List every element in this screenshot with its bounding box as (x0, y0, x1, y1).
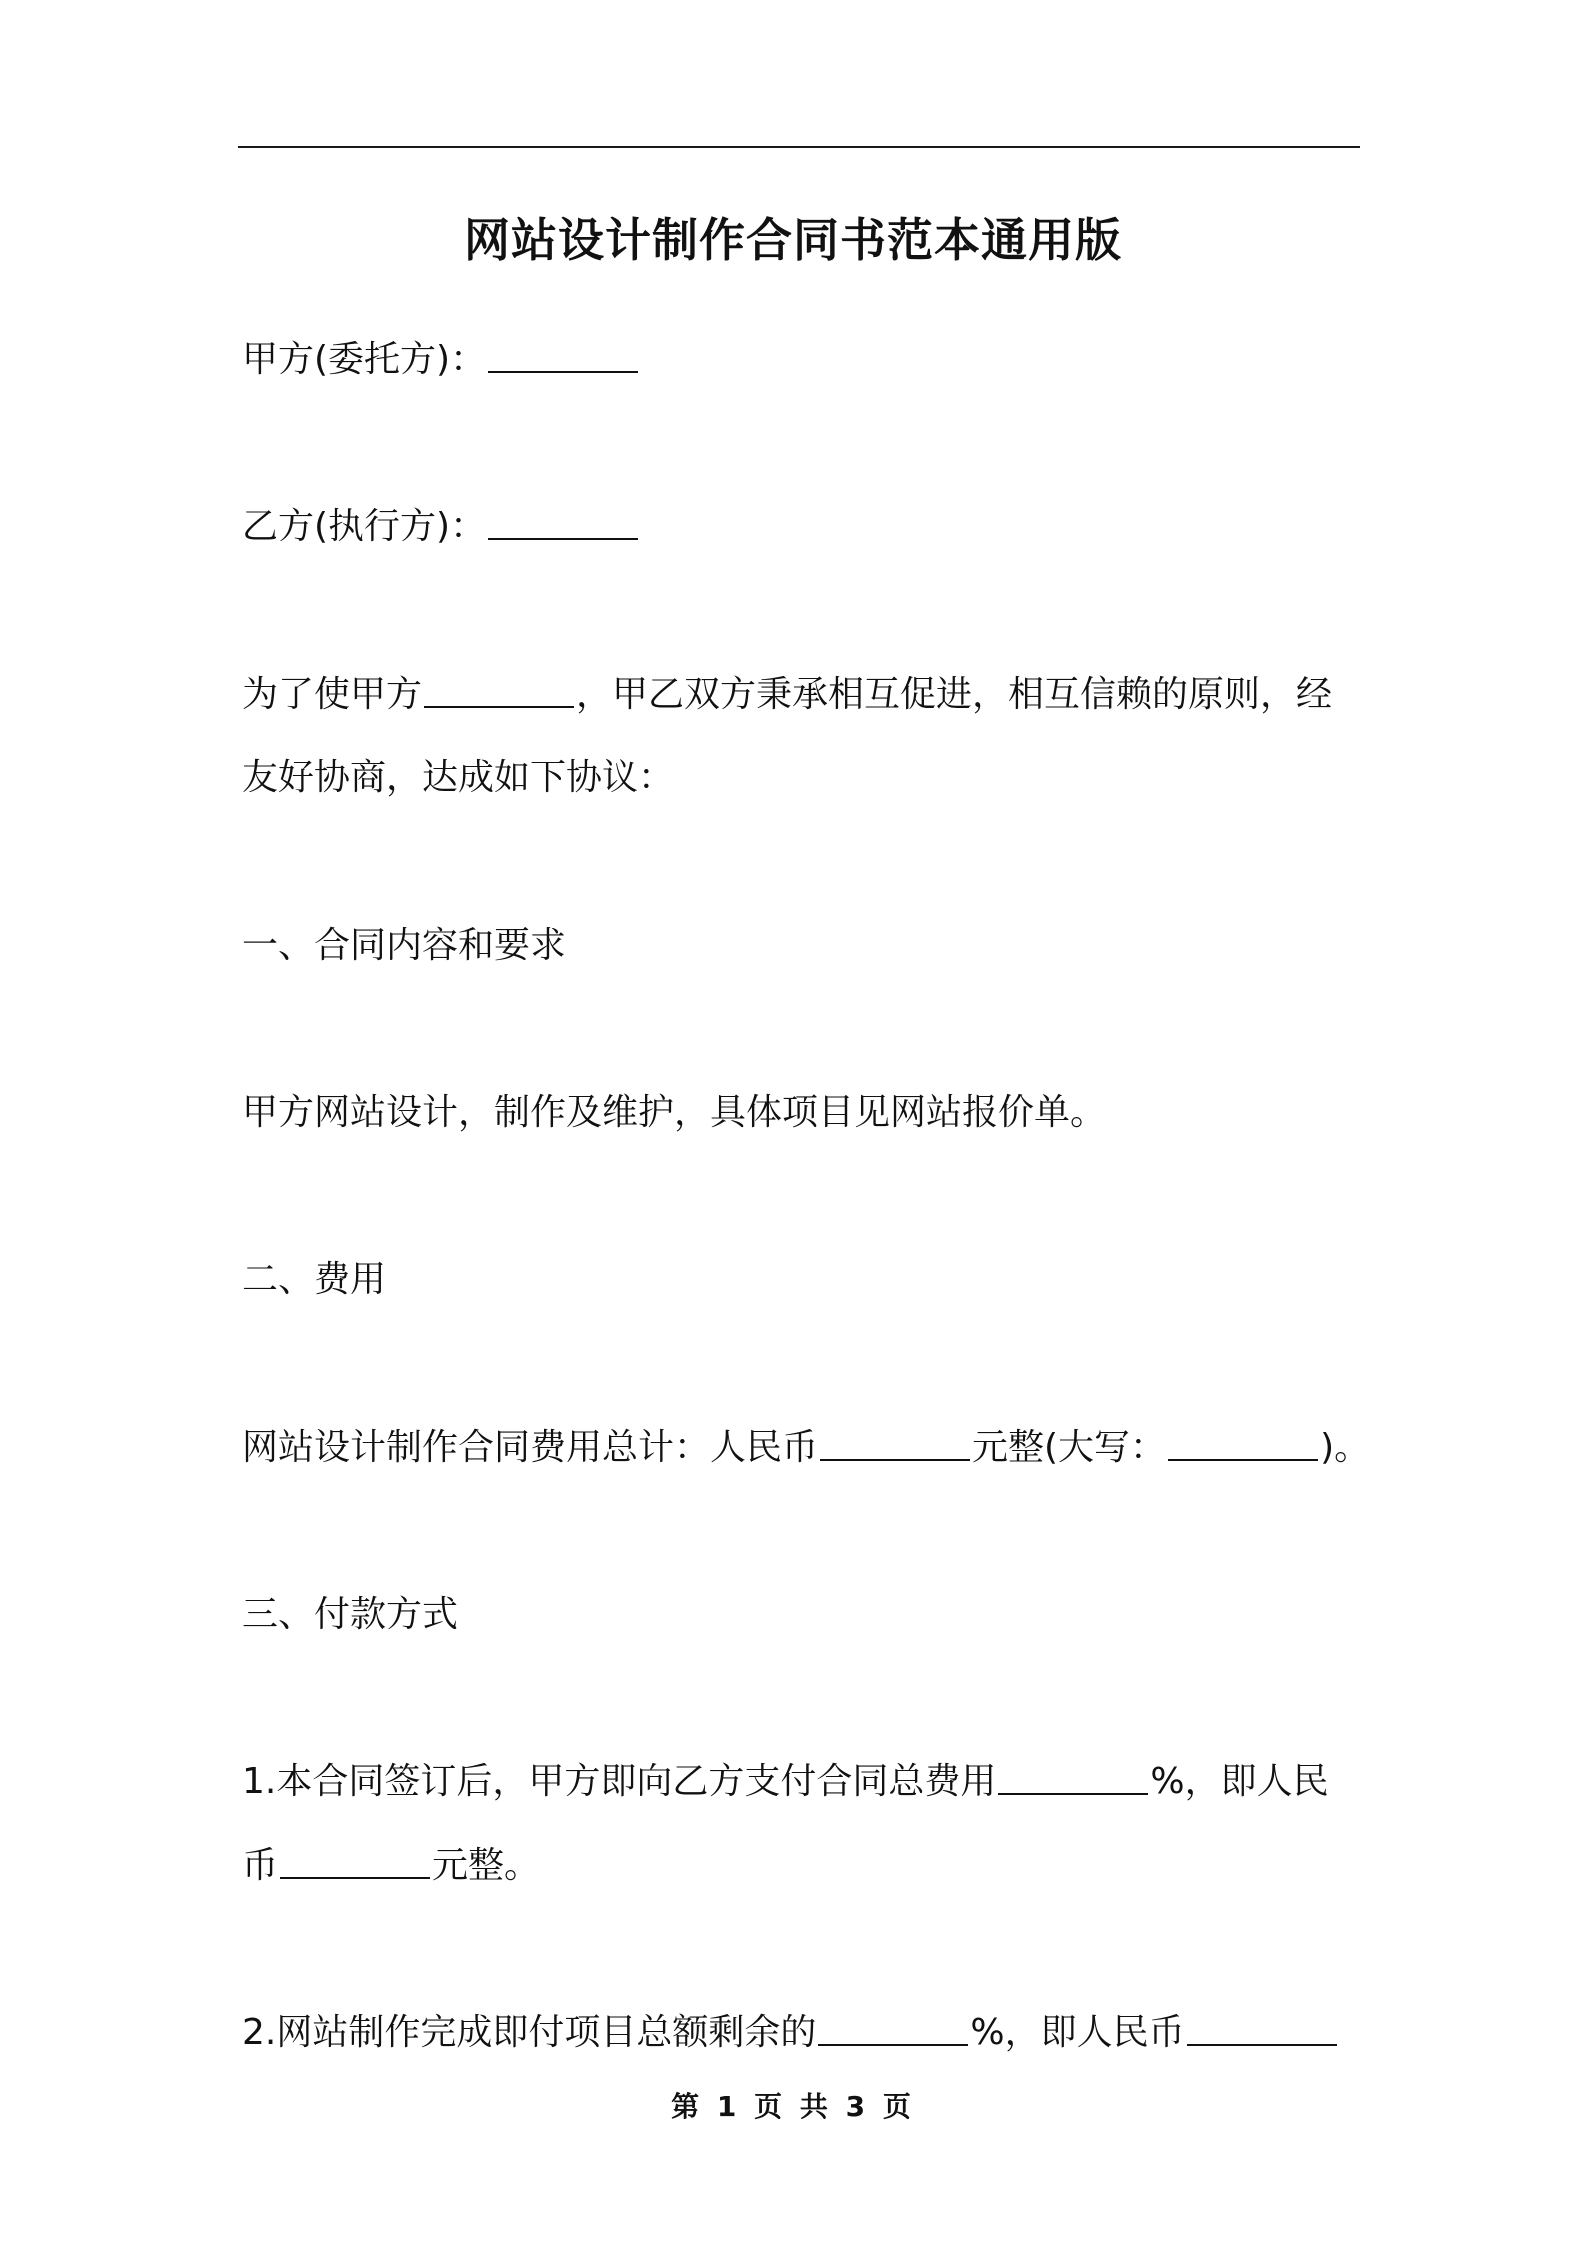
payment-1-percent-blank (998, 1792, 1148, 1795)
payment-1-text-1: 1.本合同签订后，甲方即向乙方支付合同总费用 (242, 1761, 997, 1802)
section1-body: 甲方网站设计，制作及维护，具体项目见网站报价单。 (242, 1092, 1107, 1133)
fee-text-1: 网站设计制作合同费用总计：人民币 (242, 1427, 819, 1468)
payment-1-text-2: %，即人民 (1150, 1761, 1329, 1802)
party-a-label: 甲方(委托方)： (242, 339, 487, 380)
payment-2-text-1: 2.网站制作完成即付项目总额剩余的 (242, 2012, 817, 2053)
party-a-blank (488, 370, 638, 373)
intro-line-2: 友好协商，达成如下协议： (242, 757, 675, 798)
party-b-blank (488, 537, 638, 540)
intro-text-2: ，甲乙双方秉承相互促进，相互信赖的原则，经 (576, 674, 1333, 715)
fee-amount-blank (820, 1458, 970, 1461)
party-b-label: 乙方(执行方)： (242, 506, 487, 547)
intro-blank (424, 705, 574, 708)
party-b-line (242, 497, 640, 557)
payment-2-percent-blank (818, 2043, 968, 2046)
section1-heading: 一、合同内容和要求 (242, 925, 567, 966)
intro-text-1: 为了使甲方 (242, 674, 423, 715)
payment-item-1-line-1 (242, 1752, 1329, 1812)
header-rule (238, 146, 1360, 148)
section2-body (242, 1418, 1370, 1478)
footer-prefix: 第 (671, 2090, 704, 2123)
footer-total-pages: 3 (845, 2090, 870, 2123)
fee-uppercase-blank (1168, 1458, 1318, 1461)
party-a-line (242, 330, 640, 390)
section3-heading: 三、付款方式 (242, 1594, 459, 1635)
fee-text-2: 元整(大写： (972, 1427, 1167, 1468)
payment-2-amount-blank (1187, 2043, 1337, 2046)
intro-line-1 (242, 665, 1332, 725)
page-footer (0, 2082, 1586, 2132)
footer-current-page: 1 (716, 2090, 741, 2123)
document-title: 网站设计制作合同书范本通用版 (464, 213, 1122, 267)
payment-1-text-3: 币 (242, 1845, 279, 1886)
section2-heading: 二、费用 (242, 1259, 387, 1300)
fee-text-3: )。 (1320, 1427, 1371, 1468)
payment-2-text-2: %，即人民币 (970, 2012, 1185, 2053)
payment-item-2-line-1 (242, 2003, 1339, 2063)
payment-item-1-line-2 (242, 1836, 540, 1896)
footer-middle: 页 共 (754, 2090, 832, 2123)
payment-1-amount-blank (280, 1876, 430, 1879)
footer-suffix: 页 (882, 2090, 915, 2123)
payment-1-text-4: 元整。 (432, 1845, 541, 1886)
